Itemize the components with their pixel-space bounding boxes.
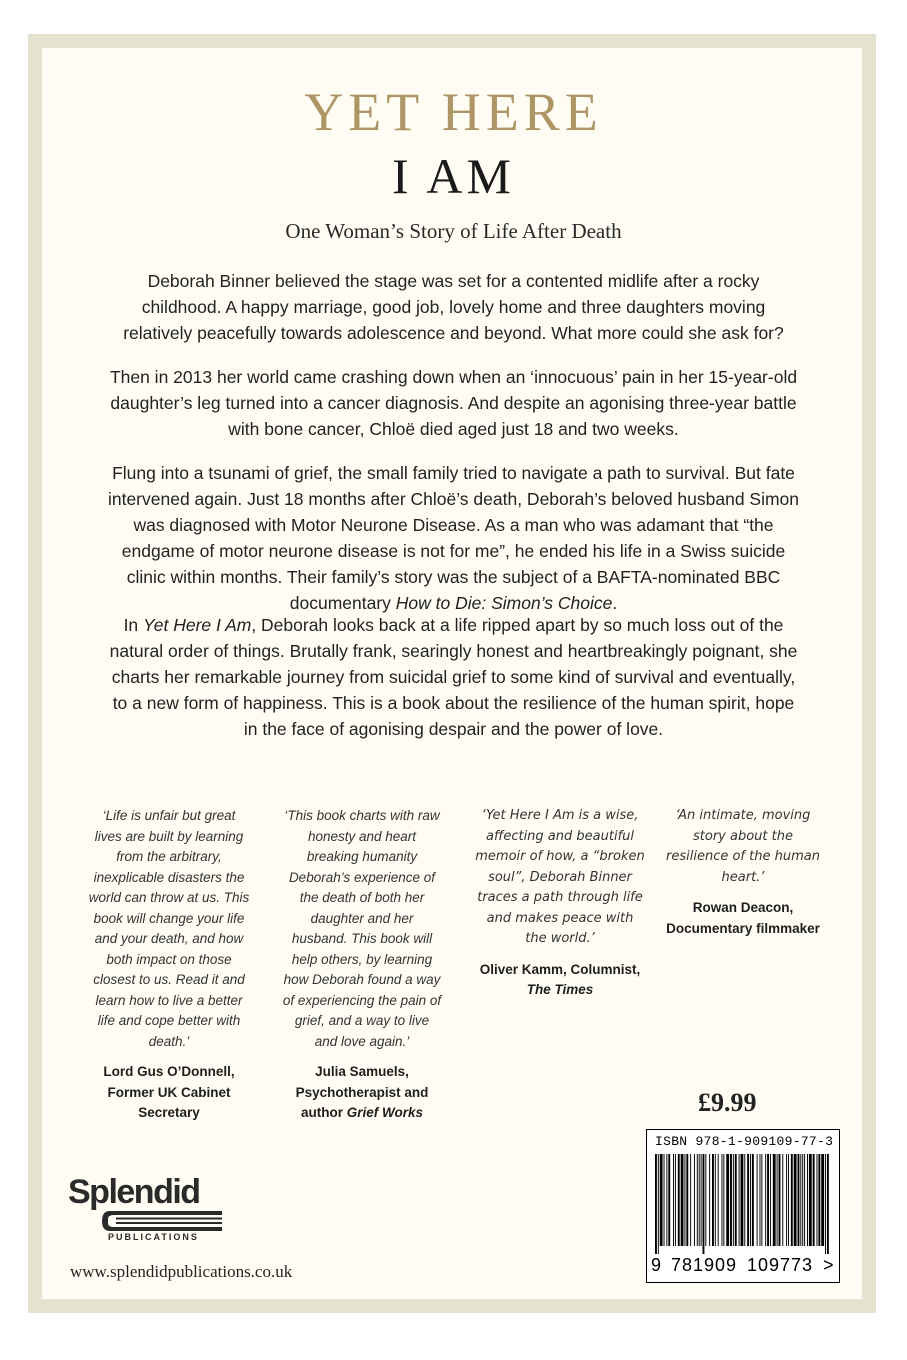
barcode-bar xyxy=(782,1154,783,1246)
barcode-bar xyxy=(709,1154,710,1246)
review-quote-2 xyxy=(282,806,442,1124)
barcode-bar xyxy=(722,1154,723,1246)
book-title-line2: I AM xyxy=(392,148,515,204)
review-quote-2-book: Grief Works xyxy=(346,1105,424,1120)
review-quote-4-attribution: Rowan Deacon, Documentary filmmaker xyxy=(666,900,820,936)
review-quote-3 xyxy=(474,806,646,1001)
isbn-digit-end-marker: > xyxy=(823,1255,834,1275)
barcode-bar xyxy=(752,1154,754,1246)
barcode-bar xyxy=(817,1154,818,1246)
barcode-bar xyxy=(681,1154,684,1246)
barcode-bar xyxy=(765,1154,766,1246)
barcode-bar xyxy=(798,1154,800,1246)
blurb-paragraph-4-start: In xyxy=(123,615,144,635)
barcode-bar xyxy=(723,1154,724,1246)
barcode-bar xyxy=(658,1154,659,1254)
barcode-bar xyxy=(694,1154,695,1246)
barcode-bar xyxy=(809,1154,812,1246)
review-quote-2-text: ‘This book charts with raw honesty and heart breaking humanity Deborah’s experience of the death of both her daughter and her husband. This book will help others, by learning how Deborah found a way of experiencing the pain of grief, and a way to live and love again.’ xyxy=(282,808,442,1049)
barcode-bar xyxy=(686,1154,688,1246)
barcode-bar xyxy=(777,1154,778,1246)
barcode-bar xyxy=(715,1154,716,1246)
barcode-bar xyxy=(705,1154,706,1246)
barcode-bars xyxy=(653,1154,833,1254)
publisher-book-icon xyxy=(100,1210,224,1232)
barcode-bar xyxy=(668,1154,670,1246)
blurb-paragraph-3-text: Flung into a tsunami of grief, the small family tried to navigate a path to survival. But fate intervened again. Just 18 months after Chloë’s death, Deborah’s beloved husband Simon was diagnosed with Motor Neurone Disease. As a man who was adamant that “the endgame of motor neurone disease is not for me”, he ended his life in a Swiss suicide clinic within months. Their family’s story was the subject of a BAFTA-nominated BBC documentary xyxy=(107,463,800,613)
barcode-bar xyxy=(678,1154,680,1246)
barcode-bar xyxy=(684,1154,685,1246)
barcode-bar xyxy=(699,1154,700,1246)
barcode-bar xyxy=(770,1154,771,1246)
documentary-title: How to Die: Simon’s Choice xyxy=(395,593,613,613)
book-title-line1: YET HERE xyxy=(304,82,603,142)
barcode-bar xyxy=(750,1154,751,1246)
barcode-bar xyxy=(807,1154,808,1246)
barcode-bar xyxy=(666,1154,667,1246)
barcode-bar xyxy=(735,1154,737,1246)
barcode-bar xyxy=(804,1154,805,1246)
barcode-bar xyxy=(747,1154,749,1246)
barcode-bar xyxy=(733,1154,734,1246)
barcode-bar xyxy=(701,1154,702,1246)
barcode-bar xyxy=(703,1154,705,1254)
barcode-bar xyxy=(773,1154,776,1246)
barcode-bar xyxy=(767,1154,769,1246)
blurb-paragraph-3 xyxy=(106,460,801,616)
review-quote-3-publication: The Times xyxy=(526,982,594,997)
review-quote-3-attribution-text: Oliver Kamm, Columnist, xyxy=(479,961,641,977)
blurb-paragraph-4-text: , Deborah looks back at a life ripped apart by so much loss out of the natural order of things. Brutally frank, searingly honest and heartbreakingly poignant, she charts her remarkable journey from suicidal grief to some kind of survival and eventually, to a new form of happiness. This is a book about the resilience of the human spirit, hope in the face of agonising despair and the power of love. xyxy=(109,615,798,739)
book-subtitle: One Woman’s Story of Life After Death xyxy=(285,219,622,243)
barcode-bar xyxy=(788,1154,789,1246)
barcode-bar xyxy=(730,1154,732,1246)
barcode-bar xyxy=(786,1154,787,1246)
barcode-bar xyxy=(794,1154,797,1246)
barcode-bar xyxy=(675,1154,676,1246)
blurb-paragraph-1: Deborah Binner believed the stage was set for a contented midlife after a rocky childhood. A happy marriage, good job, lovely home and three daughters moving relatively peacefully towards adolescence and beyond. What more could she ask for? xyxy=(123,271,784,343)
review-quote-1-text: ‘Life is unfair but great lives are built by learning from the arbitrary, inexplicable disasters the world can throw at us. This book will change your life and your death, and how both impact on those closest to us. Read it and learn how to live a better life and cope better with death.’ xyxy=(88,808,250,1049)
review-quote-3-attribution xyxy=(474,960,646,1001)
review-quote-4 xyxy=(662,806,824,939)
review-quote-4-text: ‘An intimate, moving story about the resilience of the human heart.’ xyxy=(666,808,820,885)
blurb-paragraph-2: Then in 2013 her world came crashing down when an ‘innocuous’ pain in her 15-year-old daughter’s leg turned into a cancer diagnosis. And despite an agonising three-year battle with bone cancer, Chloë died aged just 18 and two weeks. xyxy=(109,367,798,439)
barcode-bar xyxy=(761,1154,762,1246)
barcode-bar xyxy=(813,1154,815,1246)
barcode-bar xyxy=(818,1154,820,1246)
barcode-bar xyxy=(726,1154,729,1246)
barcode-bar xyxy=(718,1154,719,1246)
barcode-bar xyxy=(825,1154,826,1254)
barcode-bar xyxy=(827,1154,829,1254)
barcode-bar xyxy=(673,1154,674,1246)
barcode-bar xyxy=(821,1154,824,1246)
publisher-logo-name: Splendid xyxy=(68,1173,200,1211)
barcode-bar xyxy=(800,1154,801,1246)
barcode-bar xyxy=(690,1154,691,1246)
barcode-bar xyxy=(664,1154,665,1246)
isbn-barcode xyxy=(646,1129,840,1283)
barcode-bar xyxy=(697,1154,698,1246)
isbn-digit-prefix: 9 xyxy=(651,1255,662,1275)
barcode-bar xyxy=(741,1154,744,1246)
book-title-inline: Yet Here I Am xyxy=(143,615,252,635)
barcode-bar xyxy=(760,1154,761,1246)
review-quote-1-attribution: Lord Gus O’Donnell, Former UK Cabinet Secretary xyxy=(103,1064,235,1120)
barcode-bar xyxy=(655,1154,657,1254)
blurb-paragraph-3-end: . xyxy=(612,593,618,613)
isbn-label: ISBN 978-1-909109-77-3 xyxy=(655,1134,834,1149)
publisher-website[interactable]: www.splendidpublications.co.uk xyxy=(70,1262,293,1281)
price-label: £9.99 xyxy=(698,1088,757,1117)
barcode-bar xyxy=(791,1154,793,1246)
publisher-logo-sub: PUBLICATIONS xyxy=(108,1232,199,1242)
barcode-bar xyxy=(712,1154,714,1246)
review-quote-1 xyxy=(88,806,250,1124)
isbn-digit-group-1: 781909 xyxy=(671,1255,738,1275)
barcode-bar xyxy=(802,1154,803,1246)
review-quote-2-attribution-text: Julia Samuels, Psychotherapist and author xyxy=(295,1064,429,1120)
isbn-digit-group-2: 109773 xyxy=(747,1255,814,1275)
barcode-bar xyxy=(660,1154,663,1246)
barcode-bar xyxy=(779,1154,781,1246)
barcode-bar xyxy=(739,1154,740,1246)
review-quote-3-text: ‘Yet Here I Am is a wise, affecting and beautiful memoir of how, a “broken soul”, Deborah Binner traces a path through life and makes peace with the world.’ xyxy=(475,808,645,946)
review-quote-2-attribution xyxy=(282,1062,442,1124)
barcode-bar xyxy=(757,1154,758,1246)
barcode-bar xyxy=(744,1154,745,1246)
blurb-paragraph-4 xyxy=(106,612,801,742)
